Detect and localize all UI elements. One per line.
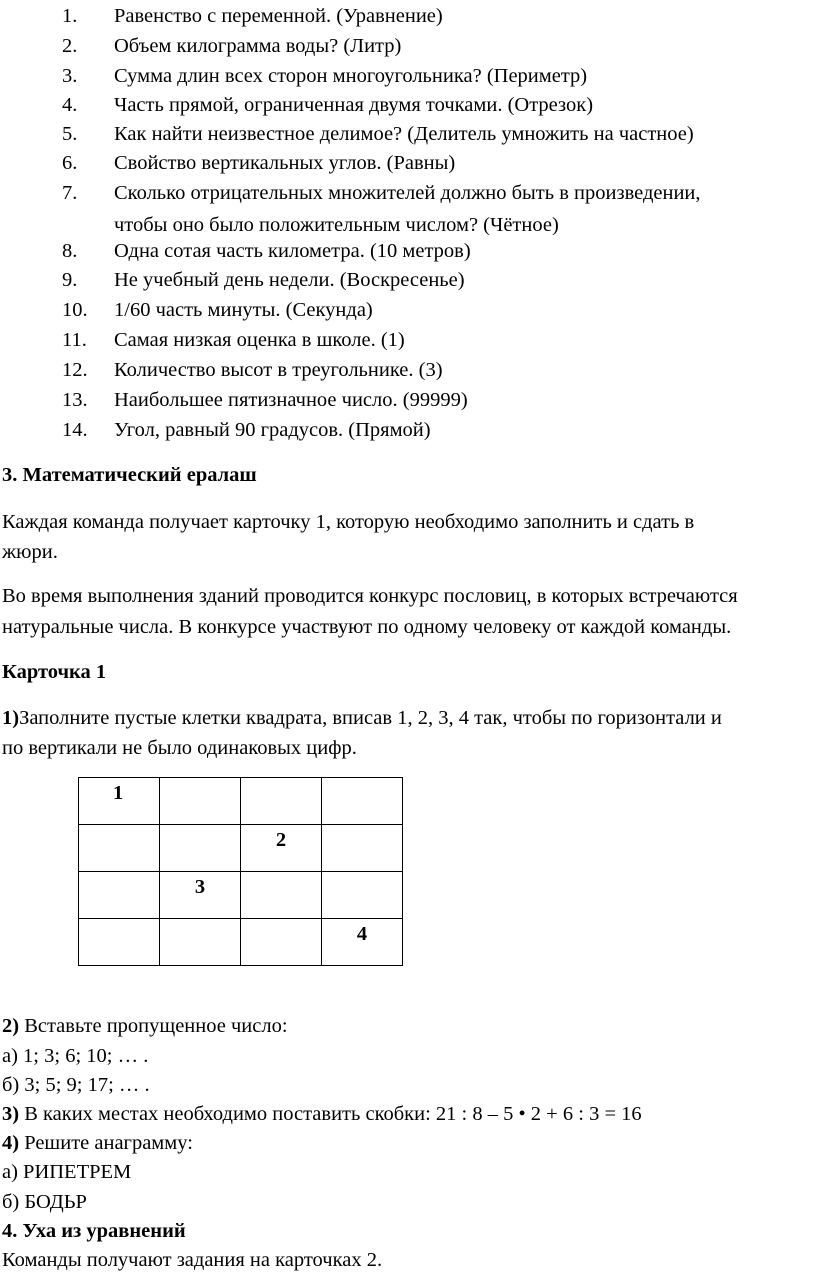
grid-cell <box>79 825 160 872</box>
grid-row <box>79 825 403 872</box>
grid-cell <box>160 778 241 825</box>
paragraph-1-line-2: жюри. <box>2 541 58 563</box>
grid-cell <box>241 872 322 919</box>
task-1-line-1: 1)Заполните пустые клетки квадрата, вписав 1, 2, 3, 4 так, чтобы по горизонтали и <box>2 707 722 729</box>
grid-row <box>79 778 403 825</box>
grid-cell <box>241 778 322 825</box>
grid-cell <box>322 825 403 872</box>
latin-square-grid <box>78 777 403 966</box>
paragraph-2-line-2: натуральные числа. В конкурсе участвуют по одному человеку от каждой команды. <box>2 616 732 638</box>
section-3-heading: 3. Математический ералаш <box>2 464 257 486</box>
grid-cell <box>160 919 241 966</box>
task-4-a: а) РИПЕТРЕМ <box>2 1161 132 1183</box>
grid-cell <box>79 919 160 966</box>
grid-row <box>79 872 403 919</box>
grid-cell <box>322 778 403 825</box>
task-2: 2) Вставьте пропущенное число: <box>2 1015 288 1037</box>
task-4-b: б) БОДЬР <box>2 1191 87 1213</box>
grid-cell <box>241 919 322 966</box>
task-2-b: б) 3; 5; 9; 17; … . <box>2 1074 150 1096</box>
task-4: 4) Решите анаграмму: <box>2 1132 193 1154</box>
section-4-heading: 4. Уха из уравнений <box>2 1220 186 1242</box>
card-title: Карточка 1 <box>2 661 107 683</box>
grid-cell: 1 <box>79 778 160 825</box>
paragraph-2-line-1: Во время выполнения зданий проводится конкурс пословиц, в которых встречаются <box>2 585 738 607</box>
task-1-line-2: по вертикали не было одинаковых цифр. <box>2 737 357 759</box>
task-2-a: а) 1; 3; 6; 10; … . <box>2 1045 149 1067</box>
grid-cell <box>160 825 241 872</box>
grid-cell: 4 <box>322 919 403 966</box>
grid-cell <box>79 872 160 919</box>
section-4-text: Команды получают задания на карточках 2. <box>2 1249 383 1271</box>
document-page: 1. Равенство с переменной. (Уравнение) 2. Объем килограмма воды? (Литр) 3. Сумма длин всех сторон многоугольника? (Периметр) 4. Часть прямой, ограниченная двумя точками. (Отрезок) 5. Как найти неизвестное делимое? (Делитель умножить на частное) 6. Свойство вертикальных углов. (Равны) 7. Сколько отрицательных множителей должно быть в произведении, чтобы оно было положительным числом? (Чётное) 8. Одна сотая часть километра. (10 метров) 9. Не учебный день недели. (Воскресенье) 10. 1/60 часть минуты. (Секунда) 11. Самая низкая оценка в школе. (1) 12. Количество высот в треугольнике. (3) 13. Наибольшее пятизначное число. (99999) 14. Угол, равный 90 градусов. (Прямой) 3. Математический ералаш Каждая команда получает карточку 1, которую необходимо заполнить и сдать в жюри. Во время выполнения зданий проводится конкурс пословиц, в которых встречаются натуральные числа. В конкурсе участвуют по одному человеку от каждой команды. Карточка 1 1)Заполните пустые клетки квадрата, вписав 1, 2, 3, 4 так, чтобы по горизонтали и по вертикали не было одинаковых цифр. 1 2 3 4 2) Вставьте пропущенное число: а) 1; 3; 6; 10; … . б) 3; 5; 9; 17; … . 3) В каких местах необходимо поставить скобки: 21 : 8 – 5 • 2 + 6 : 3 = 16 4) Решите анаграмму: а) РИПЕТРЕМ б) БОДЬР 4. Уха из уравнений Команды получают задания на карточках 2. <box>0 0 816 1278</box>
grid-cell <box>322 872 403 919</box>
grid-cell: 3 <box>160 872 241 919</box>
grid-cell: 2 <box>241 825 322 872</box>
task-3: 3) В каких местах необходимо поставить скобки: 21 : 8 – 5 • 2 + 6 : 3 = 16 <box>2 1103 642 1125</box>
paragraph-1-line-1: Каждая команда получает карточку 1, которую необходимо заполнить и сдать в <box>2 511 695 533</box>
grid-row <box>79 919 403 966</box>
